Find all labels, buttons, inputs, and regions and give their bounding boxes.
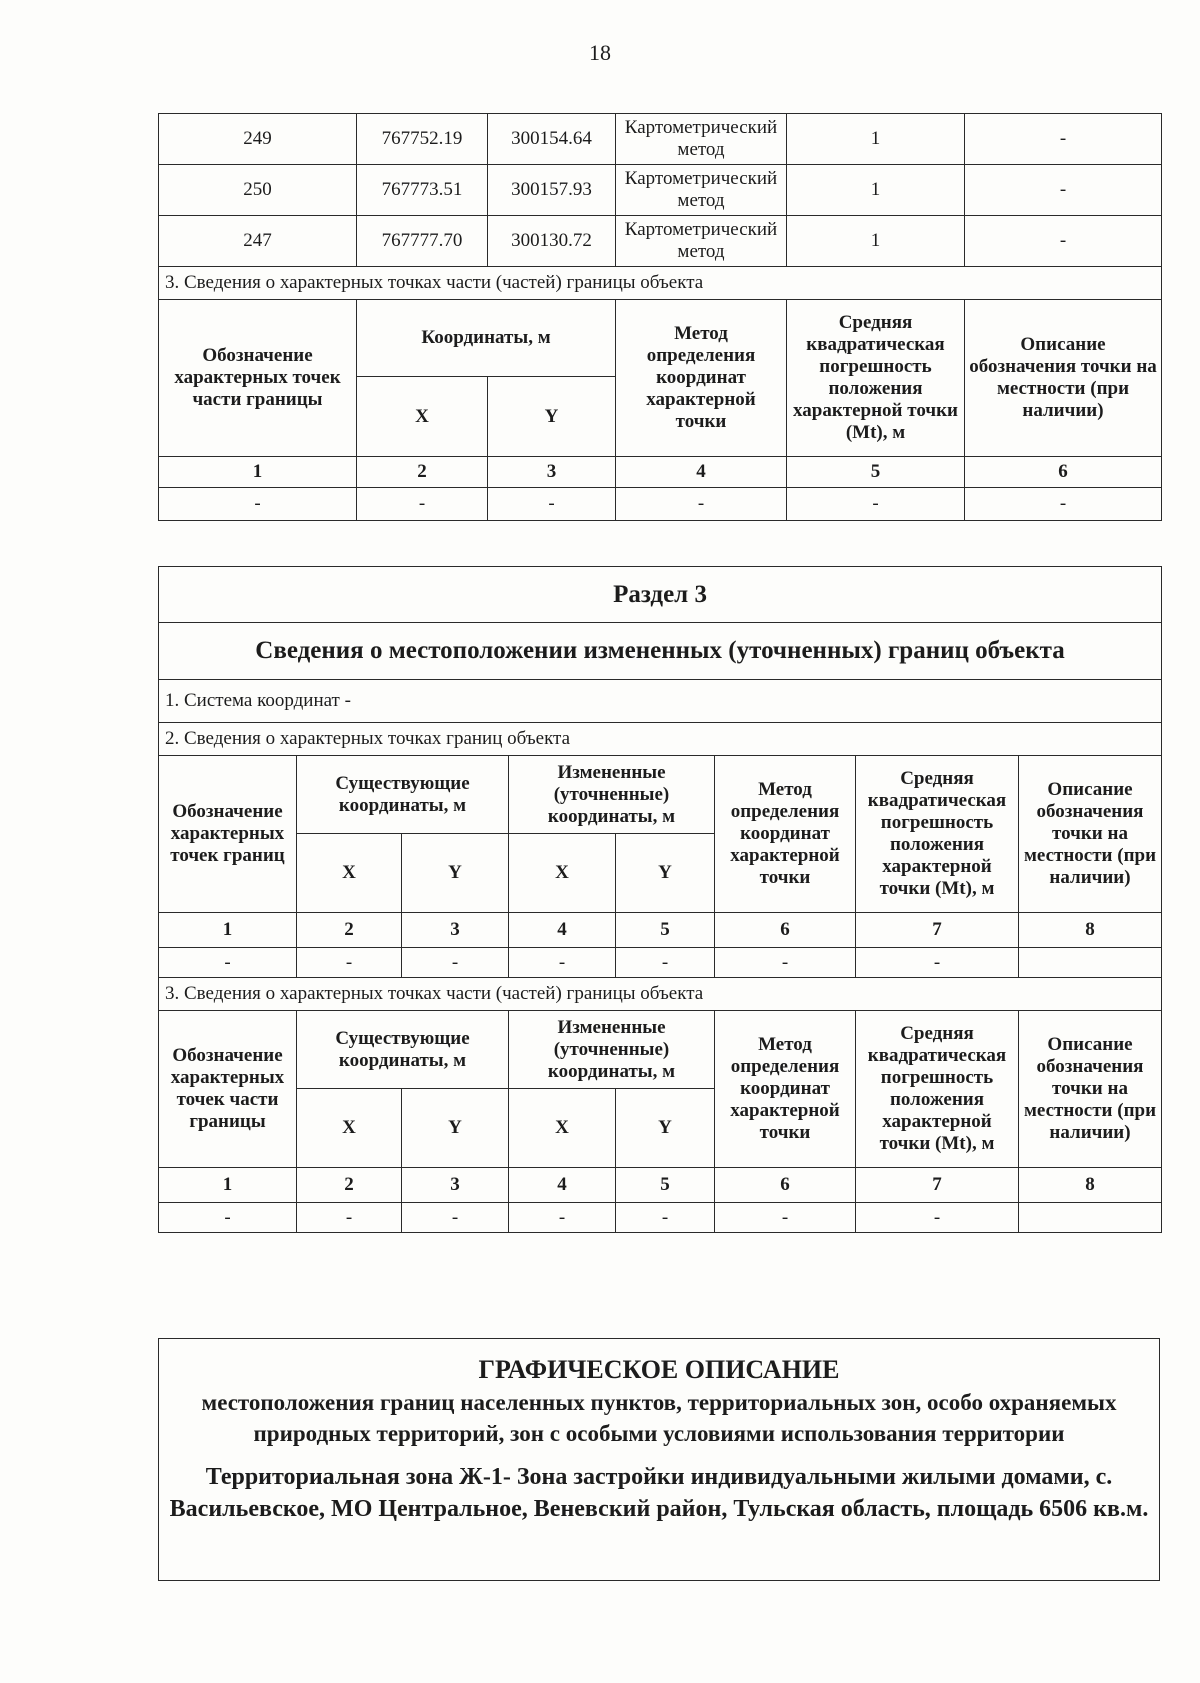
header-mt: Средняя квадратическая погрешность положения характерной точки (Mt), м bbox=[856, 1011, 1019, 1168]
mt-value: 1 bbox=[787, 216, 965, 267]
col-number: 3 bbox=[402, 1168, 509, 1203]
column-numbers-row bbox=[159, 913, 1162, 948]
graphic-description-box bbox=[158, 1338, 1160, 1581]
table-row bbox=[159, 114, 1162, 165]
cell: - bbox=[402, 948, 509, 978]
header-changed: Измененные (уточненные) координаты, м bbox=[509, 756, 715, 834]
cell: - bbox=[965, 488, 1162, 521]
col-number: 4 bbox=[509, 913, 616, 948]
point-number: 247 bbox=[159, 216, 357, 267]
col-number: 7 bbox=[856, 913, 1019, 948]
col-number: 5 bbox=[616, 913, 715, 948]
col-number: 1 bbox=[159, 1168, 297, 1203]
graphic-zone: Территориальная зона Ж-1- Зона застройки индивидуальными жилыми домами, с. Васильевское, МО Центральное, Веневский район, Тульская область, площадь 6506 кв.м. bbox=[169, 1464, 1149, 1522]
cell: - bbox=[357, 488, 488, 521]
coord-y: 300154.64 bbox=[488, 114, 616, 165]
col-number: 6 bbox=[715, 913, 856, 948]
cell: - bbox=[297, 948, 402, 978]
table-row bbox=[159, 165, 1162, 216]
col-number: 1 bbox=[159, 457, 357, 488]
header-y: Y bbox=[402, 1089, 509, 1168]
col-number: 7 bbox=[856, 1168, 1019, 1203]
col-number: 5 bbox=[787, 457, 965, 488]
point-number: 250 bbox=[159, 165, 357, 216]
cell: - bbox=[616, 488, 787, 521]
header-designation: Обозначение характерных точек границ bbox=[159, 756, 297, 913]
coord-system: 1. Система координат - bbox=[159, 680, 1162, 723]
cell: - bbox=[509, 1203, 616, 1233]
cell: - bbox=[159, 488, 357, 521]
cell: - bbox=[402, 1203, 509, 1233]
cell: - bbox=[856, 948, 1019, 978]
header-changed: Измененные (уточненные) координаты, м bbox=[509, 1011, 715, 1089]
coord-y: 300157.93 bbox=[488, 165, 616, 216]
cell: - bbox=[159, 948, 297, 978]
table-row bbox=[159, 948, 1162, 978]
column-numbers-row bbox=[159, 457, 1162, 488]
column-numbers-row bbox=[159, 1168, 1162, 1203]
coord-y: 300130.72 bbox=[488, 216, 616, 267]
header-x: X bbox=[509, 834, 616, 913]
header-method: Метод определения координат характерной точки bbox=[715, 1011, 856, 1168]
col-number: 2 bbox=[297, 1168, 402, 1203]
cell: - bbox=[297, 1203, 402, 1233]
col-number: 2 bbox=[357, 457, 488, 488]
header-method: Метод определения координат характерной точки bbox=[715, 756, 856, 913]
graphic-subtitle: местоположения границ населенных пунктов, территориальных зон, особо охраняемых природных территорий, зон с особыми условиями использования территории bbox=[201, 1390, 1117, 1446]
header-x: X bbox=[297, 1089, 402, 1168]
cell bbox=[1019, 948, 1162, 978]
cell bbox=[1019, 1203, 1162, 1233]
header-mt: Средняя квадратическая погрешность положения характерной точки (Mt), м bbox=[787, 300, 965, 457]
col-number: 4 bbox=[509, 1168, 616, 1203]
coord-x: 767777.70 bbox=[357, 216, 488, 267]
description: - bbox=[965, 216, 1162, 267]
col-number: 3 bbox=[402, 913, 509, 948]
header-designation: Обозначение характерных точек части границы bbox=[159, 300, 357, 457]
table-row bbox=[159, 1203, 1162, 1233]
cell: - bbox=[787, 488, 965, 521]
parts-title: 3. Сведения о характерных точках части (частей) границы объекта bbox=[159, 978, 1162, 1011]
mt-value: 1 bbox=[787, 165, 965, 216]
header-coords: Координаты, м bbox=[357, 300, 616, 377]
col-number: 8 bbox=[1019, 913, 1162, 948]
method: Картометрический метод bbox=[616, 216, 787, 267]
col-number: 1 bbox=[159, 913, 297, 948]
coord-x: 767773.51 bbox=[357, 165, 488, 216]
header-y: Y bbox=[616, 834, 715, 913]
col-number: 5 bbox=[616, 1168, 715, 1203]
method: Картометрический метод bbox=[616, 165, 787, 216]
header-x: X bbox=[357, 377, 488, 457]
col-number: 6 bbox=[965, 457, 1162, 488]
description: - bbox=[965, 114, 1162, 165]
section-subtitle: Сведения о местоположении измененных (уточненных) границ объекта bbox=[159, 623, 1162, 680]
header-desc: Описание обозначения точки на местности (при наличии) bbox=[1019, 756, 1162, 913]
table-row bbox=[159, 488, 1162, 521]
cell: - bbox=[616, 948, 715, 978]
header-y: Y bbox=[402, 834, 509, 913]
cell: - bbox=[715, 948, 856, 978]
header-designation: Обозначение характерных точек части границы bbox=[159, 1011, 297, 1168]
method: Картометрический метод bbox=[616, 114, 787, 165]
page-number: 18 bbox=[589, 40, 611, 65]
col-number: 4 bbox=[616, 457, 787, 488]
point-number: 249 bbox=[159, 114, 357, 165]
cell: - bbox=[616, 1203, 715, 1233]
col-number: 8 bbox=[1019, 1168, 1162, 1203]
cell: - bbox=[159, 1203, 297, 1233]
col-number: 2 bbox=[297, 913, 402, 948]
points-title: 2. Сведения о характерных точках границ объекта bbox=[159, 723, 1162, 756]
coord-x: 767752.19 bbox=[357, 114, 488, 165]
header-mt: Средняя квадратическая погрешность положения характерной точки (Mt), м bbox=[856, 756, 1019, 913]
cell: - bbox=[715, 1203, 856, 1233]
header-existing: Существующие координаты, м bbox=[297, 756, 509, 834]
mt-value: 1 bbox=[787, 114, 965, 165]
header-desc: Описание обозначения точки на местности (при наличии) bbox=[965, 300, 1162, 457]
col-number: 6 bbox=[715, 1168, 856, 1203]
cell: - bbox=[509, 948, 616, 978]
header-desc: Описание обозначения точки на местности (при наличии) bbox=[1019, 1011, 1162, 1168]
table-row bbox=[159, 216, 1162, 267]
section-title: Раздел 3 bbox=[159, 567, 1162, 623]
header-method: Метод определения координат характерной точки bbox=[616, 300, 787, 457]
cell: - bbox=[856, 1203, 1019, 1233]
header-existing: Существующие координаты, м bbox=[297, 1011, 509, 1089]
graphic-title: ГРАФИЧЕСКОЕ ОПИСАНИЕ bbox=[478, 1355, 840, 1384]
col-number: 3 bbox=[488, 457, 616, 488]
description: - bbox=[965, 165, 1162, 216]
cell: - bbox=[488, 488, 616, 521]
header-y: Y bbox=[488, 377, 616, 457]
header-x: X bbox=[509, 1089, 616, 1168]
section3-table bbox=[158, 566, 1162, 1233]
header-x: X bbox=[297, 834, 402, 913]
header-y: Y bbox=[616, 1089, 715, 1168]
part-points-title: 3. Сведения о характерных точках части (частей) границы объекта bbox=[159, 267, 1162, 300]
continuation-table bbox=[158, 113, 1162, 521]
